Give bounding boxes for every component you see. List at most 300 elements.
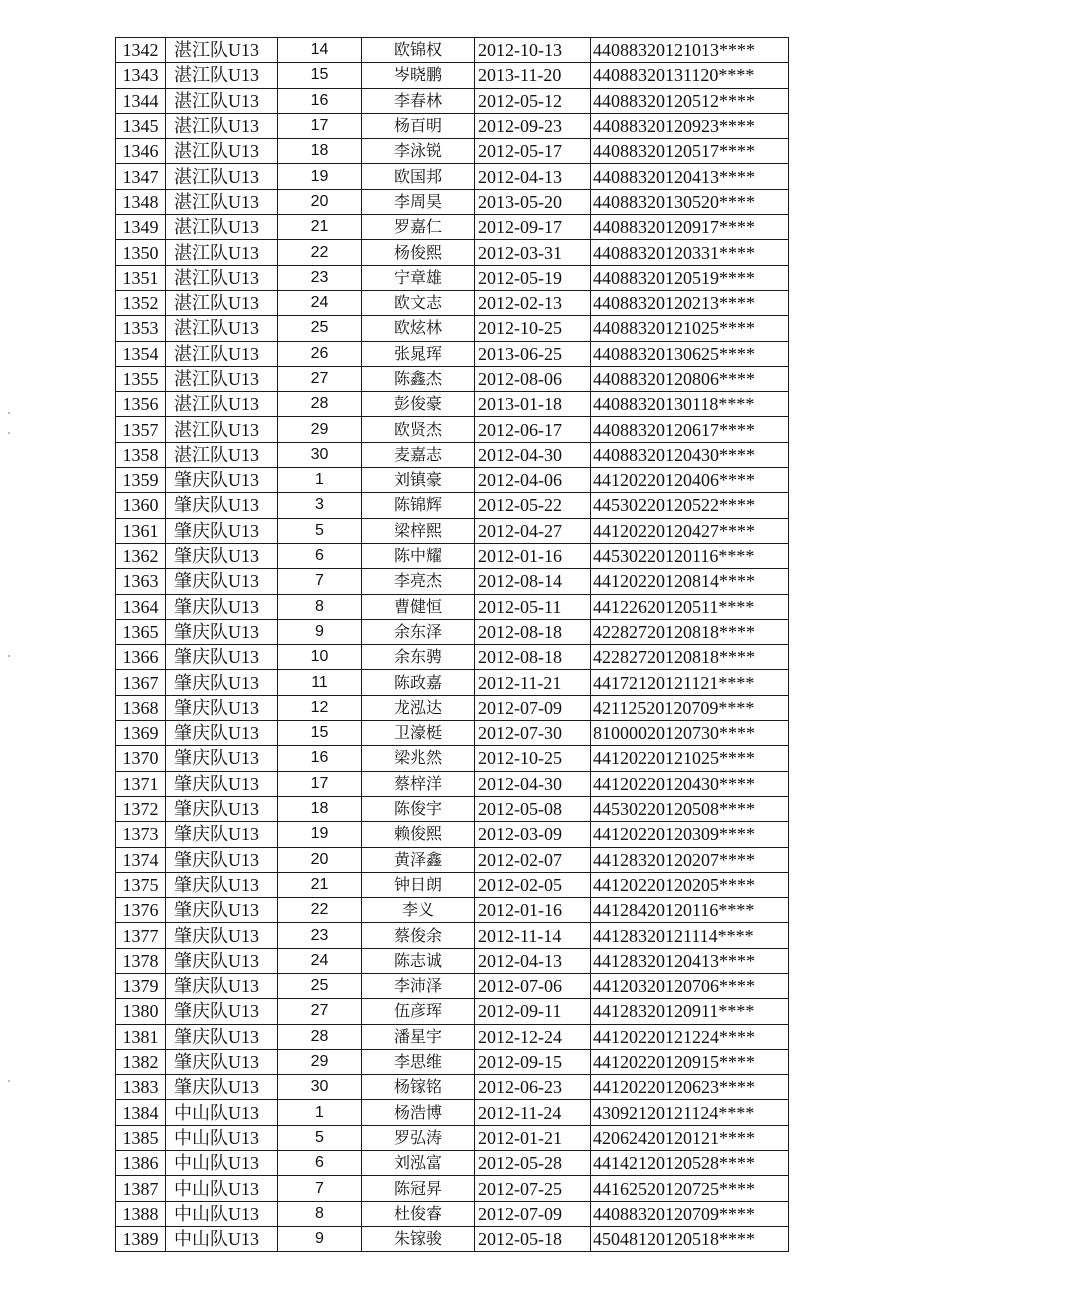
table-row bbox=[116, 164, 789, 189]
table-row bbox=[116, 973, 789, 998]
serial-number-cell: 1388 bbox=[116, 1201, 166, 1226]
birth-date-cell: 2012-02-07 bbox=[475, 847, 591, 872]
id-number-cell: 44120220120814**** bbox=[591, 569, 789, 594]
id-number-cell: 44120220121224**** bbox=[591, 1024, 789, 1049]
id-number-cell: 44162520120725**** bbox=[591, 1176, 789, 1201]
id-number-cell: 42062420120121**** bbox=[591, 1125, 789, 1150]
birth-date-cell: 2012-06-17 bbox=[475, 417, 591, 442]
jersey-number-cell: 20 bbox=[278, 847, 362, 872]
birth-date-cell: 2012-02-13 bbox=[475, 290, 591, 315]
jersey-number-cell: 12 bbox=[278, 695, 362, 720]
table-row bbox=[116, 543, 789, 568]
serial-number-cell: 1377 bbox=[116, 923, 166, 948]
team-cell: 中山队U13 bbox=[166, 1226, 278, 1251]
player-name-cell: 黄泽鑫 bbox=[362, 847, 475, 872]
serial-number-cell: 1350 bbox=[116, 240, 166, 265]
player-name-cell: 罗弘涛 bbox=[362, 1125, 475, 1150]
birth-date-cell: 2012-01-16 bbox=[475, 543, 591, 568]
player-name-cell: 卫濠梃 bbox=[362, 721, 475, 746]
jersey-number-cell: 26 bbox=[278, 341, 362, 366]
id-number-cell: 44128320120207**** bbox=[591, 847, 789, 872]
id-number-cell: 44088320120806**** bbox=[591, 366, 789, 391]
serial-number-cell: 1363 bbox=[116, 569, 166, 594]
team-cell: 湛江队U13 bbox=[166, 63, 278, 88]
serial-number-cell: 1385 bbox=[116, 1125, 166, 1150]
table-row bbox=[116, 240, 789, 265]
team-cell: 湛江队U13 bbox=[166, 215, 278, 240]
jersey-number-cell: 20 bbox=[278, 189, 362, 214]
team-cell: 肇庆队U13 bbox=[166, 645, 278, 670]
table-row bbox=[116, 518, 789, 543]
serial-number-cell: 1349 bbox=[116, 215, 166, 240]
serial-number-cell: 1370 bbox=[116, 746, 166, 771]
player-name-cell: 李周昊 bbox=[362, 189, 475, 214]
jersey-number-cell: 19 bbox=[278, 822, 362, 847]
jersey-number-cell: 8 bbox=[278, 1201, 362, 1226]
birth-date-cell: 2012-09-11 bbox=[475, 999, 591, 1024]
serial-number-cell: 1343 bbox=[116, 63, 166, 88]
table-row bbox=[116, 417, 789, 442]
birth-date-cell: 2012-05-17 bbox=[475, 139, 591, 164]
birth-date-cell: 2012-07-06 bbox=[475, 973, 591, 998]
serial-number-cell: 1361 bbox=[116, 518, 166, 543]
scan-speck bbox=[8, 432, 10, 434]
table-row bbox=[116, 341, 789, 366]
team-cell: 肇庆队U13 bbox=[166, 771, 278, 796]
serial-number-cell: 1372 bbox=[116, 796, 166, 821]
table-row bbox=[116, 948, 789, 973]
id-number-cell: 45048120120518**** bbox=[591, 1226, 789, 1251]
player-name-cell: 陈冠昇 bbox=[362, 1176, 475, 1201]
team-cell: 肇庆队U13 bbox=[166, 619, 278, 644]
team-cell: 中山队U13 bbox=[166, 1125, 278, 1150]
jersey-number-cell: 14 bbox=[278, 38, 362, 63]
player-name-cell: 陈志诚 bbox=[362, 948, 475, 973]
id-number-cell: 44088320120917**** bbox=[591, 215, 789, 240]
birth-date-cell: 2012-08-06 bbox=[475, 366, 591, 391]
birth-date-cell: 2012-04-30 bbox=[475, 442, 591, 467]
table-row bbox=[116, 1151, 789, 1176]
serial-number-cell: 1358 bbox=[116, 442, 166, 467]
player-name-cell: 蔡梓洋 bbox=[362, 771, 475, 796]
jersey-number-cell: 8 bbox=[278, 594, 362, 619]
birth-date-cell: 2012-01-21 bbox=[475, 1125, 591, 1150]
table-row bbox=[116, 1226, 789, 1251]
birth-date-cell: 2012-07-09 bbox=[475, 695, 591, 720]
serial-number-cell: 1380 bbox=[116, 999, 166, 1024]
player-name-cell: 朱镓骏 bbox=[362, 1226, 475, 1251]
jersey-number-cell: 24 bbox=[278, 948, 362, 973]
birth-date-cell: 2012-03-09 bbox=[475, 822, 591, 847]
id-number-cell: 44530220120116**** bbox=[591, 543, 789, 568]
team-cell: 肇庆队U13 bbox=[166, 1075, 278, 1100]
table-row bbox=[116, 999, 789, 1024]
serial-number-cell: 1357 bbox=[116, 417, 166, 442]
serial-number-cell: 1362 bbox=[116, 543, 166, 568]
id-number-cell: 44088320131120**** bbox=[591, 63, 789, 88]
id-number-cell: 44088320120519**** bbox=[591, 265, 789, 290]
jersey-number-cell: 6 bbox=[278, 543, 362, 568]
jersey-number-cell: 16 bbox=[278, 88, 362, 113]
id-number-cell: 44088320130520**** bbox=[591, 189, 789, 214]
player-name-cell: 伍彦珲 bbox=[362, 999, 475, 1024]
birth-date-cell: 2012-08-14 bbox=[475, 569, 591, 594]
id-number-cell: 44128320121114**** bbox=[591, 923, 789, 948]
birth-date-cell: 2012-03-31 bbox=[475, 240, 591, 265]
team-cell: 湛江队U13 bbox=[166, 290, 278, 315]
table-row bbox=[116, 594, 789, 619]
birth-date-cell: 2012-11-21 bbox=[475, 670, 591, 695]
id-number-cell: 44120220120915**** bbox=[591, 1049, 789, 1074]
scan-speck bbox=[8, 1080, 10, 1082]
player-name-cell: 岑晓鹏 bbox=[362, 63, 475, 88]
team-cell: 肇庆队U13 bbox=[166, 670, 278, 695]
table-row bbox=[116, 63, 789, 88]
table-row bbox=[116, 468, 789, 493]
player-name-cell: 刘镇豪 bbox=[362, 468, 475, 493]
id-number-cell: 42282720120818**** bbox=[591, 619, 789, 644]
id-number-cell: 44120220120427**** bbox=[591, 518, 789, 543]
player-name-cell: 钟日朗 bbox=[362, 872, 475, 897]
team-cell: 肇庆队U13 bbox=[166, 898, 278, 923]
id-number-cell: 44530220120508**** bbox=[591, 796, 789, 821]
player-name-cell: 陈锦辉 bbox=[362, 493, 475, 518]
serial-number-cell: 1365 bbox=[116, 619, 166, 644]
id-number-cell: 44120220120205**** bbox=[591, 872, 789, 897]
birth-date-cell: 2012-05-19 bbox=[475, 265, 591, 290]
serial-number-cell: 1360 bbox=[116, 493, 166, 518]
id-number-cell: 44088320121025**** bbox=[591, 316, 789, 341]
table-row bbox=[116, 139, 789, 164]
jersey-number-cell: 28 bbox=[278, 1024, 362, 1049]
jersey-number-cell: 18 bbox=[278, 796, 362, 821]
scan-speck bbox=[8, 412, 10, 414]
player-name-cell: 潘星宇 bbox=[362, 1024, 475, 1049]
id-number-cell: 44142120120528**** bbox=[591, 1151, 789, 1176]
serial-number-cell: 1356 bbox=[116, 392, 166, 417]
serial-number-cell: 1348 bbox=[116, 189, 166, 214]
table-row bbox=[116, 493, 789, 518]
jersey-number-cell: 9 bbox=[278, 619, 362, 644]
jersey-number-cell: 15 bbox=[278, 721, 362, 746]
team-cell: 湛江队U13 bbox=[166, 189, 278, 214]
player-name-cell: 杨百明 bbox=[362, 113, 475, 138]
table-row bbox=[116, 38, 789, 63]
team-cell: 湛江队U13 bbox=[166, 442, 278, 467]
serial-number-cell: 1373 bbox=[116, 822, 166, 847]
player-name-cell: 李思维 bbox=[362, 1049, 475, 1074]
jersey-number-cell: 7 bbox=[278, 569, 362, 594]
jersey-number-cell: 27 bbox=[278, 999, 362, 1024]
player-name-cell: 李亮杰 bbox=[362, 569, 475, 594]
player-name-cell: 李泳锐 bbox=[362, 139, 475, 164]
table-row bbox=[116, 215, 789, 240]
player-name-cell: 曹健恒 bbox=[362, 594, 475, 619]
jersey-number-cell: 30 bbox=[278, 1075, 362, 1100]
player-name-cell: 张晁珲 bbox=[362, 341, 475, 366]
jersey-number-cell: 24 bbox=[278, 290, 362, 315]
team-cell: 湛江队U13 bbox=[166, 139, 278, 164]
jersey-number-cell: 5 bbox=[278, 518, 362, 543]
jersey-number-cell: 18 bbox=[278, 139, 362, 164]
team-cell: 中山队U13 bbox=[166, 1201, 278, 1226]
jersey-number-cell: 1 bbox=[278, 468, 362, 493]
jersey-number-cell: 10 bbox=[278, 645, 362, 670]
team-cell: 肇庆队U13 bbox=[166, 518, 278, 543]
player-name-cell: 梁梓熙 bbox=[362, 518, 475, 543]
table-row bbox=[116, 1125, 789, 1150]
team-cell: 湛江队U13 bbox=[166, 316, 278, 341]
player-name-cell: 杨俊熙 bbox=[362, 240, 475, 265]
birth-date-cell: 2013-01-18 bbox=[475, 392, 591, 417]
birth-date-cell: 2012-11-14 bbox=[475, 923, 591, 948]
team-cell: 肇庆队U13 bbox=[166, 543, 278, 568]
table-row bbox=[116, 695, 789, 720]
serial-number-cell: 1386 bbox=[116, 1151, 166, 1176]
team-cell: 中山队U13 bbox=[166, 1176, 278, 1201]
player-name-cell: 欧炫林 bbox=[362, 316, 475, 341]
birth-date-cell: 2012-04-30 bbox=[475, 771, 591, 796]
player-name-cell: 宁章雄 bbox=[362, 265, 475, 290]
jersey-number-cell: 15 bbox=[278, 63, 362, 88]
jersey-number-cell: 3 bbox=[278, 493, 362, 518]
birth-date-cell: 2012-12-24 bbox=[475, 1024, 591, 1049]
birth-date-cell: 2012-05-22 bbox=[475, 493, 591, 518]
table-row bbox=[116, 392, 789, 417]
id-number-cell: 44088320120512**** bbox=[591, 88, 789, 113]
id-number-cell: 44120220120430**** bbox=[591, 771, 789, 796]
jersey-number-cell: 22 bbox=[278, 898, 362, 923]
id-number-cell: 44088320120923**** bbox=[591, 113, 789, 138]
serial-number-cell: 1374 bbox=[116, 847, 166, 872]
serial-number-cell: 1383 bbox=[116, 1075, 166, 1100]
team-cell: 肇庆队U13 bbox=[166, 948, 278, 973]
team-cell: 湛江队U13 bbox=[166, 164, 278, 189]
table-row bbox=[116, 872, 789, 897]
team-cell: 湛江队U13 bbox=[166, 417, 278, 442]
table-row bbox=[116, 442, 789, 467]
team-cell: 湛江队U13 bbox=[166, 38, 278, 63]
birth-date-cell: 2012-04-13 bbox=[475, 948, 591, 973]
player-name-cell: 李春林 bbox=[362, 88, 475, 113]
table-row bbox=[116, 290, 789, 315]
table-row bbox=[116, 1075, 789, 1100]
team-cell: 肇庆队U13 bbox=[166, 796, 278, 821]
serial-number-cell: 1378 bbox=[116, 948, 166, 973]
serial-number-cell: 1382 bbox=[116, 1049, 166, 1074]
birth-date-cell: 2012-09-23 bbox=[475, 113, 591, 138]
table-row bbox=[116, 645, 789, 670]
serial-number-cell: 1379 bbox=[116, 973, 166, 998]
serial-number-cell: 1381 bbox=[116, 1024, 166, 1049]
birth-date-cell: 2012-06-23 bbox=[475, 1075, 591, 1100]
serial-number-cell: 1366 bbox=[116, 645, 166, 670]
team-cell: 肇庆队U13 bbox=[166, 872, 278, 897]
id-number-cell: 44120320120706**** bbox=[591, 973, 789, 998]
player-name-cell: 杨镓铭 bbox=[362, 1075, 475, 1100]
serial-number-cell: 1389 bbox=[116, 1226, 166, 1251]
table-row bbox=[116, 113, 789, 138]
table-row bbox=[116, 898, 789, 923]
birth-date-cell: 2013-05-20 bbox=[475, 189, 591, 214]
jersey-number-cell: 17 bbox=[278, 113, 362, 138]
jersey-number-cell: 30 bbox=[278, 442, 362, 467]
id-number-cell: 44088320120331**** bbox=[591, 240, 789, 265]
serial-number-cell: 1359 bbox=[116, 468, 166, 493]
player-name-cell: 龙泓达 bbox=[362, 695, 475, 720]
player-name-cell: 彭俊豪 bbox=[362, 392, 475, 417]
birth-date-cell: 2012-08-18 bbox=[475, 645, 591, 670]
birth-date-cell: 2012-05-18 bbox=[475, 1226, 591, 1251]
id-number-cell: 42282720120818**** bbox=[591, 645, 789, 670]
serial-number-cell: 1376 bbox=[116, 898, 166, 923]
player-name-cell: 欧文志 bbox=[362, 290, 475, 315]
id-number-cell: 44120220121025**** bbox=[591, 746, 789, 771]
id-number-cell: 44088320120430**** bbox=[591, 442, 789, 467]
table-row bbox=[116, 847, 789, 872]
serial-number-cell: 1352 bbox=[116, 290, 166, 315]
player-name-cell: 杨浩博 bbox=[362, 1100, 475, 1125]
birth-date-cell: 2012-04-13 bbox=[475, 164, 591, 189]
team-cell: 湛江队U13 bbox=[166, 240, 278, 265]
team-cell: 肇庆队U13 bbox=[166, 746, 278, 771]
serial-number-cell: 1353 bbox=[116, 316, 166, 341]
birth-date-cell: 2012-07-25 bbox=[475, 1176, 591, 1201]
player-name-cell: 李沛泽 bbox=[362, 973, 475, 998]
player-name-cell: 梁兆然 bbox=[362, 746, 475, 771]
table-row bbox=[116, 746, 789, 771]
player-name-cell: 陈中耀 bbox=[362, 543, 475, 568]
team-cell: 湛江队U13 bbox=[166, 265, 278, 290]
table-row bbox=[116, 1024, 789, 1049]
jersey-number-cell: 17 bbox=[278, 771, 362, 796]
jersey-number-cell: 29 bbox=[278, 1049, 362, 1074]
team-cell: 肇庆队U13 bbox=[166, 594, 278, 619]
jersey-number-cell: 23 bbox=[278, 265, 362, 290]
serial-number-cell: 1344 bbox=[116, 88, 166, 113]
birth-date-cell: 2012-05-11 bbox=[475, 594, 591, 619]
jersey-number-cell: 7 bbox=[278, 1176, 362, 1201]
id-number-cell: 44128320120413**** bbox=[591, 948, 789, 973]
birth-date-cell: 2013-06-25 bbox=[475, 341, 591, 366]
id-number-cell: 44088320120413**** bbox=[591, 164, 789, 189]
player-name-cell: 陈鑫杰 bbox=[362, 366, 475, 391]
table-row bbox=[116, 822, 789, 847]
table-row bbox=[116, 923, 789, 948]
table-row bbox=[116, 796, 789, 821]
jersey-number-cell: 21 bbox=[278, 215, 362, 240]
team-cell: 中山队U13 bbox=[166, 1151, 278, 1176]
jersey-number-cell: 6 bbox=[278, 1151, 362, 1176]
serial-number-cell: 1368 bbox=[116, 695, 166, 720]
team-cell: 肇庆队U13 bbox=[166, 923, 278, 948]
team-cell: 湛江队U13 bbox=[166, 88, 278, 113]
serial-number-cell: 1345 bbox=[116, 113, 166, 138]
id-number-cell: 44088320120213**** bbox=[591, 290, 789, 315]
birth-date-cell: 2012-07-30 bbox=[475, 721, 591, 746]
table-row bbox=[116, 1100, 789, 1125]
table-row bbox=[116, 1201, 789, 1226]
player-name-cell: 欧锦权 bbox=[362, 38, 475, 63]
birth-date-cell: 2012-05-28 bbox=[475, 1151, 591, 1176]
jersey-number-cell: 11 bbox=[278, 670, 362, 695]
table-row bbox=[116, 265, 789, 290]
player-name-cell: 欧国邦 bbox=[362, 164, 475, 189]
jersey-number-cell: 19 bbox=[278, 164, 362, 189]
team-cell: 肇庆队U13 bbox=[166, 493, 278, 518]
jersey-number-cell: 5 bbox=[278, 1125, 362, 1150]
serial-number-cell: 1375 bbox=[116, 872, 166, 897]
player-name-cell: 赖俊熙 bbox=[362, 822, 475, 847]
id-number-cell: 81000020120730**** bbox=[591, 721, 789, 746]
jersey-number-cell: 27 bbox=[278, 366, 362, 391]
id-number-cell: 44088320130118**** bbox=[591, 392, 789, 417]
table-row bbox=[116, 670, 789, 695]
team-cell: 肇庆队U13 bbox=[166, 973, 278, 998]
serial-number-cell: 1347 bbox=[116, 164, 166, 189]
jersey-number-cell: 9 bbox=[278, 1226, 362, 1251]
jersey-number-cell: 29 bbox=[278, 417, 362, 442]
team-cell: 肇庆队U13 bbox=[166, 721, 278, 746]
team-cell: 肇庆队U13 bbox=[166, 822, 278, 847]
jersey-number-cell: 22 bbox=[278, 240, 362, 265]
id-number-cell: 44088320120517**** bbox=[591, 139, 789, 164]
birth-date-cell: 2013-11-20 bbox=[475, 63, 591, 88]
jersey-number-cell: 28 bbox=[278, 392, 362, 417]
id-number-cell: 44088320121013**** bbox=[591, 38, 789, 63]
player-name-cell: 余东泽 bbox=[362, 619, 475, 644]
jersey-number-cell: 21 bbox=[278, 872, 362, 897]
table-row bbox=[116, 189, 789, 214]
team-cell: 肇庆队U13 bbox=[166, 999, 278, 1024]
id-number-cell: 44172120121121**** bbox=[591, 670, 789, 695]
id-number-cell: 44088320120617**** bbox=[591, 417, 789, 442]
player-name-cell: 陈俊宇 bbox=[362, 796, 475, 821]
serial-number-cell: 1369 bbox=[116, 721, 166, 746]
table-row bbox=[116, 1176, 789, 1201]
scan-speck bbox=[8, 655, 10, 657]
serial-number-cell: 1355 bbox=[116, 366, 166, 391]
birth-date-cell: 2012-04-06 bbox=[475, 468, 591, 493]
birth-date-cell: 2012-05-12 bbox=[475, 88, 591, 113]
player-name-cell: 陈政嘉 bbox=[362, 670, 475, 695]
player-name-cell: 杜俊睿 bbox=[362, 1201, 475, 1226]
serial-number-cell: 1367 bbox=[116, 670, 166, 695]
player-name-cell: 罗嘉仁 bbox=[362, 215, 475, 240]
serial-number-cell: 1346 bbox=[116, 139, 166, 164]
id-number-cell: 44088320120709**** bbox=[591, 1201, 789, 1226]
table-row bbox=[116, 771, 789, 796]
team-cell: 肇庆队U13 bbox=[166, 1024, 278, 1049]
id-number-cell: 44120220120623**** bbox=[591, 1075, 789, 1100]
serial-number-cell: 1371 bbox=[116, 771, 166, 796]
player-name-cell: 余东骋 bbox=[362, 645, 475, 670]
table-row bbox=[116, 366, 789, 391]
table-row bbox=[116, 721, 789, 746]
birth-date-cell: 2012-10-25 bbox=[475, 316, 591, 341]
team-cell: 肇庆队U13 bbox=[166, 569, 278, 594]
id-number-cell: 44120220120406**** bbox=[591, 468, 789, 493]
birth-date-cell: 2012-02-05 bbox=[475, 872, 591, 897]
serial-number-cell: 1364 bbox=[116, 594, 166, 619]
birth-date-cell: 2012-08-18 bbox=[475, 619, 591, 644]
id-number-cell: 44120220120309**** bbox=[591, 822, 789, 847]
player-name-cell: 蔡俊余 bbox=[362, 923, 475, 948]
team-cell: 中山队U13 bbox=[166, 1100, 278, 1125]
birth-date-cell: 2012-10-13 bbox=[475, 38, 591, 63]
table-row bbox=[116, 1049, 789, 1074]
birth-date-cell: 2012-09-15 bbox=[475, 1049, 591, 1074]
